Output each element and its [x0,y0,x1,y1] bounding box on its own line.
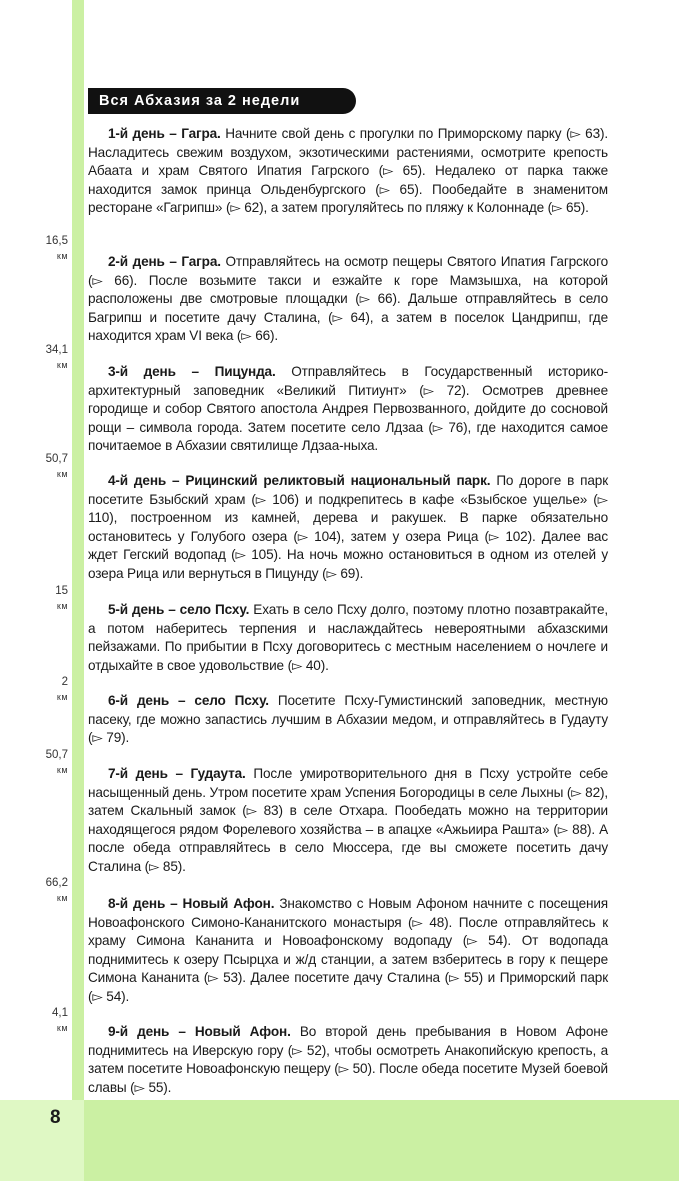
day-9-paragraph [88,1023,608,1097]
day-8-paragraph [88,895,608,1006]
page-number: 8 [50,1107,61,1128]
day-heading: 5-й день – село Псху. [108,602,250,617]
distance-value: 50,7 [45,749,68,761]
distance-unit: км [56,251,68,261]
distance-value: 34,1 [45,344,68,356]
distance-7 [28,876,68,906]
distance-unit: км [56,692,68,702]
distance-3 [28,452,68,482]
day-2-paragraph [88,253,608,346]
distance-unit: км [56,1023,68,1033]
day-heading: 8-й день – Новый Афон. [108,896,275,911]
distance-unit: км [56,601,68,611]
day-text: Начните свой день с прогулки по Приморскому парку (▻ 63). Насладитесь свежим воздухом, экзотическими растениями, осмотрите крепость Абаата и храм Святого Ипатия Гагрского (▻ 65). Недалеко от парка также находится замок принца Ольденбургского (▻ 65). Пообедайте в знаменитом ресторане «Гагрипш» (▻ 62), а затем прогуляйтесь по пляжу к Колоннаде (▻ 65). [88,126,608,215]
day-6-paragraph [88,692,608,748]
distance-value: 16,5 [45,235,68,247]
distance-value: 50,7 [45,453,68,465]
day-text: Посетите Псху-Гумистинский заповедник, местную пасеку, где можно запастись лучшим в Абхазии медом, и отправляйтесь в Гудауту (▻ 79). [88,693,608,745]
day-3-paragraph [88,363,608,456]
distance-unit: км [56,469,68,479]
day-heading: 6-й день – село Псху. [108,693,269,708]
distance-4 [28,584,68,614]
distance-value: 15 [55,585,68,597]
distance-1 [28,234,68,264]
distance-value: 4,1 [52,1007,68,1019]
day-text: Ехать в село Псху долго, поэтому плотно позавтракайте, а потом наберитесь терпения и наслаждайтесь невероятными абхазскими пейзажами. По прибытии в Псху договоритесь с местным населением о ночлеге и отдыхайте в свое удовольствие (▻ 40). [88,602,608,673]
day-heading: 4-й день – Рицинский реликтовый национальный парк. [108,473,491,488]
distance-5 [28,675,68,705]
day-text: Отправляйтесь на осмотр пещеры Святого Ипатия Гагрского (▻ 66). После возьмите такси и езжайте к горе Мамзышха, на которой расположены две смотровые площадки (▻ 66). Дальше отправляйтесь в село Багрипш и посетите дачу Сталина, (▻ 64), а затем в поселок Цандрипш, где находится храм VI века (▻ 66). [88,254,608,343]
day-text: Отправляйтесь в Государственный историко-архитектурный заповедник «Великий Питиунт» (▻ 72). Осмотрев древнее городище и собор Святого апостола Андрея Первозванного, дойдите до сосновой рощи – символа города. Затем посетите село Лдзаа (▻ 76), где находится самое почитаемое в Абхазии святилище Лдзаа-ныха. [88,364,608,453]
day-4-paragraph [88,472,608,583]
day-heading: 9-й день – Новый Афон. [108,1024,291,1039]
distance-unit: км [56,893,68,903]
day-heading: 1-й день – Гагра. [108,126,221,141]
day-text: Во второй день пребывания в Новом Афоне поднимитесь на Иверскую гору (▻ 52), чтобы осмотреть Анакопийскую крепость, а затем посетите Новоафонскую пещеру (▻ 50). После обеда посетите Музей боевой славы (▻ 55). [88,1024,608,1095]
day-5-paragraph [88,601,608,675]
distance-value: 66,2 [45,877,68,889]
distance-2 [28,343,68,373]
day-heading: 3-й день – Пицунда. [108,364,276,379]
day-1-paragraph [88,125,608,218]
day-heading: 7-й день – Гудаута. [108,766,246,781]
day-heading: 2-й день – Гагра. [108,254,221,269]
distance-8 [28,1006,68,1036]
distance-6 [28,748,68,778]
page-number-box [0,1100,84,1181]
distance-value: 2 [61,676,68,688]
bottom-footer-band [0,1100,679,1181]
day-text: Знакомство с Новым Афоном начните с посещения Новоафонского Симоно-Кананитского монастыря (▻ 48). После отправляйтесь к храму Симона Кананита и Новоафонскому водопаду (▻ 54). От водопада поднимитесь к озеру Псырцха и ж/д станции, а затем взберитесь в гору к пещере Симона Кананита (▻ 53). Далее посетите дачу Сталина (▻ 55) и Приморский парк (▻ 54). [88,896,608,1004]
green-margin-strip [72,0,84,1100]
distance-unit: км [56,360,68,370]
section-title: Вся Абхазия за 2 недели [88,88,356,114]
day-text: После умиротворительного дня в Псху устройте себе насыщенный день. Утром посетите храм Успения Богородицы в селе Лыхны (▻ 82), затем Скальный замок (▻ 83) в селе Отхара. Пообедать можно на территории находящегося рядом Форелевого хозяйства – в апацхе «Ажьиира Рашта» (▻ 88). А после обеда отправляйтесь в село Мюссера, где вы сможете посетить дачу Сталина (▻ 85). [88,766,608,874]
day-text: По дороге в парк посетите Бзыбский храм (▻ 106) и подкрепитесь в кафе «Бзыбское ущелье» (▻ 110), построенном из камней, дерева и ракушек. В парке обязательно остановитесь у Голубого озера (▻ 104), затем у озера Рица (▻ 102). Далее вас ждет Гегский водопад (▻ 105). На ночь можно остановиться в одном из отелей у озера Рица или вернуться в Пицунду (▻ 69). [88,473,608,581]
distance-unit: км [56,765,68,775]
day-7-paragraph [88,765,608,876]
